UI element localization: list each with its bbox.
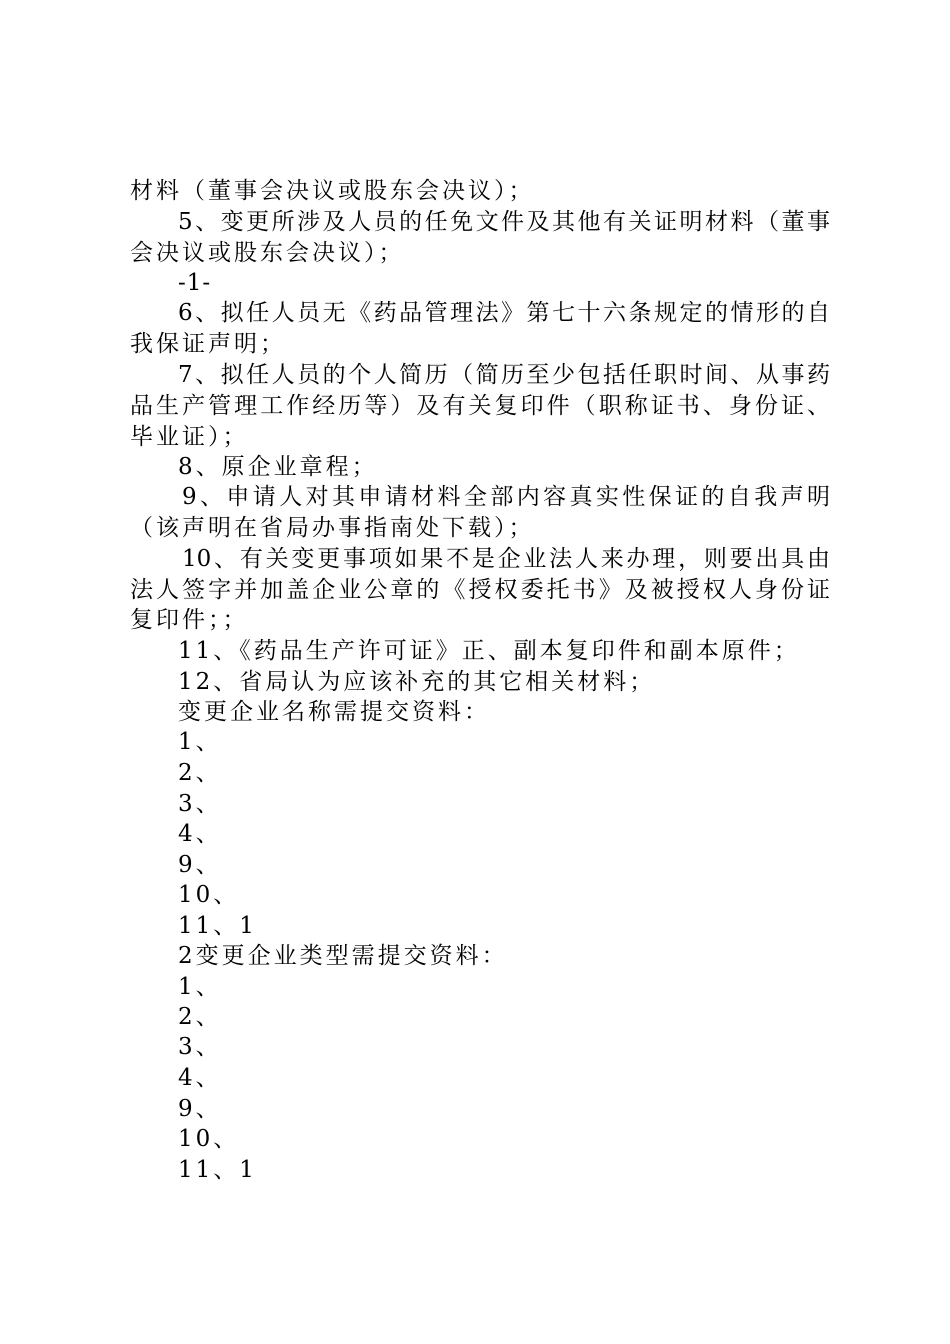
text-line-6: 我保证声明； [130, 331, 286, 357]
list-item: 3、 [178, 1034, 222, 1060]
list-item: 3、 [178, 791, 222, 817]
list-item: 10、 [178, 1126, 240, 1152]
list-item: 2、 [178, 760, 222, 786]
text-line-13: 10、有关变更事项如果不是企业法人来办理，则要出具由 [182, 546, 830, 572]
list-item: 11、1 [178, 913, 257, 939]
text-line-12: （该声明在省局办事指南处下载）； [130, 515, 535, 541]
text-line-9: 毕业证）； [130, 424, 249, 450]
text-line-8: 品生产管理工作经历等）及有关复印件（职称证书、身份证、 [130, 393, 830, 419]
list-item: 1、 [178, 729, 222, 755]
list-item: 4、 [178, 1065, 222, 1091]
list-item: 1、 [178, 974, 222, 1000]
text-line-14: 法人签字并加盖企业公章的《授权委托书》及被授权人身份证 [130, 577, 830, 603]
list-item: 9、 [178, 1096, 222, 1122]
list-item: 2、 [178, 1004, 222, 1030]
text-line-26: 2变更企业类型需提交资料： [178, 943, 508, 969]
text-line-17: 12、省局认为应该补充的其它相关材料； [178, 669, 656, 695]
list-item: 4、 [178, 821, 222, 847]
text-line-11: 9、申请人对其申请材料全部内容真实性保证的自我声明 [182, 484, 830, 510]
text-line-16: 11、《药品生产许可证》正、副本复印件和副本原件； [178, 638, 800, 664]
text-line-7: 7、拟任人员的个人简历（简历至少包括任职时间、从事药 [178, 362, 830, 388]
text-line-2: 5、变更所涉及人员的任免文件及其他有关证明材料（董事 [178, 209, 830, 235]
text-line-3: 会决议或股东会决议）； [130, 240, 405, 266]
list-item: 9、 [178, 852, 222, 878]
text-line-18: 变更企业名称需提交资料： [178, 699, 490, 725]
text-line-15: 复印件；； [130, 607, 249, 633]
list-item: 10、 [178, 882, 240, 908]
text-line-5: 6、拟任人员无《药品管理法》第七十六条规定的情形的自 [178, 300, 830, 326]
list-item: 11、1 [178, 1157, 257, 1183]
text-line-10: 8、原企业章程； [178, 454, 378, 480]
text-line-1: 材料（董事会决议或股东会决议）； [130, 178, 535, 204]
page-number: -1- [178, 270, 212, 296]
